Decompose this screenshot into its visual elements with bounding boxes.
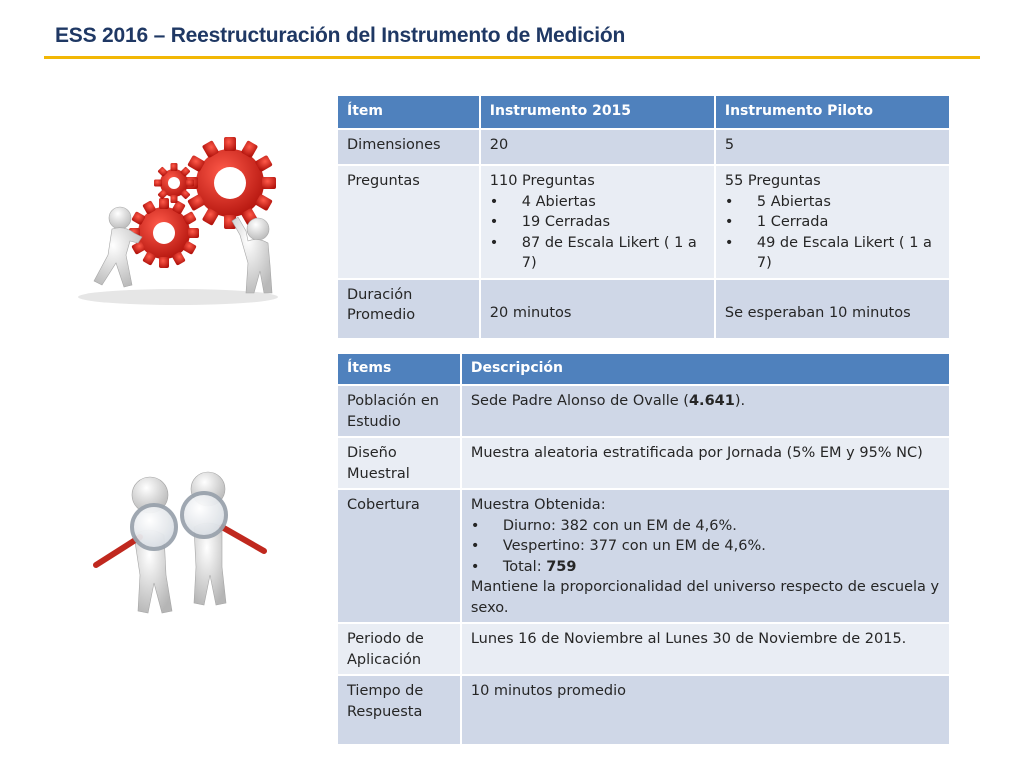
table-row <box>337 675 950 745</box>
list-item <box>471 557 940 578</box>
cell-value <box>461 489 950 623</box>
total-label: Total: <box>502 558 547 575</box>
row-label: Diseño Muestral <box>337 437 461 489</box>
total-value: 759 <box>546 558 577 575</box>
row-label: Dimensiones <box>337 129 480 165</box>
cell-heading: 110 Preguntas <box>489 173 595 189</box>
cell-value <box>480 165 715 279</box>
cell-value: Muestra aleatoria estratificada por Jornada (5% EM y 95% NC) <box>461 437 950 489</box>
cell-value <box>480 279 715 339</box>
list-item: • Vespertino: 377 con un EM de 4,6%. <box>471 536 940 557</box>
list-item: • 49 de Escala Likert ( 1 a 7) <box>725 233 940 274</box>
row-label: Preguntas <box>337 165 480 279</box>
row-label: Población en Estudio <box>337 385 461 437</box>
table-row <box>337 623 950 675</box>
cell-value: 20 <box>480 129 715 165</box>
table-row <box>337 489 950 623</box>
cell-text: Sede Padre Alonso de Ovalle ( <box>470 393 689 409</box>
slide-title: ESS 2016 – Reestructuración del Instrumento de Medición <box>55 24 626 47</box>
cell-note: Mantiene la proporcionalidad del universo respecto de escuela y sexo. <box>470 579 940 616</box>
cell-value <box>715 279 950 339</box>
people-pushing-gears-icon <box>72 125 284 315</box>
header-descripcion: Descripción <box>461 353 950 385</box>
row-label: Tiempo de Respuesta <box>337 675 461 745</box>
list-item: • 87 de Escala Likert ( 1 a 7) <box>490 233 705 274</box>
bullet-list <box>725 192 940 274</box>
list-item: • 5 Abiertas <box>725 192 940 213</box>
cell-value: Lunes 16 de Noviembre al Lunes 30 de Noviembre de 2015. <box>461 623 950 675</box>
cell-value <box>715 165 950 279</box>
header-instrumento-piloto: Instrumento Piloto <box>715 95 950 129</box>
table-row <box>337 437 950 489</box>
row-label: Periodo de Aplicación <box>337 623 461 675</box>
cell-value: 10 minutos promedio <box>461 675 950 745</box>
title-underline <box>44 56 980 59</box>
people-with-magnifying-glasses-icon <box>88 465 273 625</box>
population-count: 4.641 <box>688 393 735 409</box>
row-label-line: Duración <box>347 286 413 303</box>
header-items: Ítems <box>337 353 461 385</box>
cell-heading: 55 Preguntas <box>724 173 821 189</box>
table-header-row <box>337 95 950 129</box>
table-row <box>337 165 950 279</box>
study-description-table <box>336 352 951 746</box>
cell-value <box>461 385 950 437</box>
row-label <box>337 279 480 339</box>
table-row <box>337 129 950 165</box>
table-header-row <box>337 353 950 385</box>
cell-text: Se esperaban 10 minutos <box>724 305 911 321</box>
cell-heading: Muestra Obtenida: <box>470 497 606 513</box>
list-item: • Diurno: 382 con un EM de 4,6%. <box>471 516 940 537</box>
bullet-list <box>471 516 940 578</box>
list-item: • 1 Cerrada <box>725 212 940 233</box>
row-label: Cobertura <box>337 489 461 623</box>
instrument-comparison-table <box>336 94 951 340</box>
table-row <box>337 385 950 437</box>
list-item: • 4 Abiertas <box>490 192 705 213</box>
cell-value: 5 <box>715 129 950 165</box>
header-instrumento-2015: Instrumento 2015 <box>480 95 715 129</box>
cell-text: 20 minutos <box>489 305 572 321</box>
table-row <box>337 279 950 339</box>
header-item: Ítem <box>337 95 480 129</box>
list-item: • 19 Cerradas <box>490 212 705 233</box>
cell-text: ). <box>734 393 746 409</box>
bullet-list <box>490 192 705 274</box>
row-label-line: Promedio <box>347 307 416 323</box>
